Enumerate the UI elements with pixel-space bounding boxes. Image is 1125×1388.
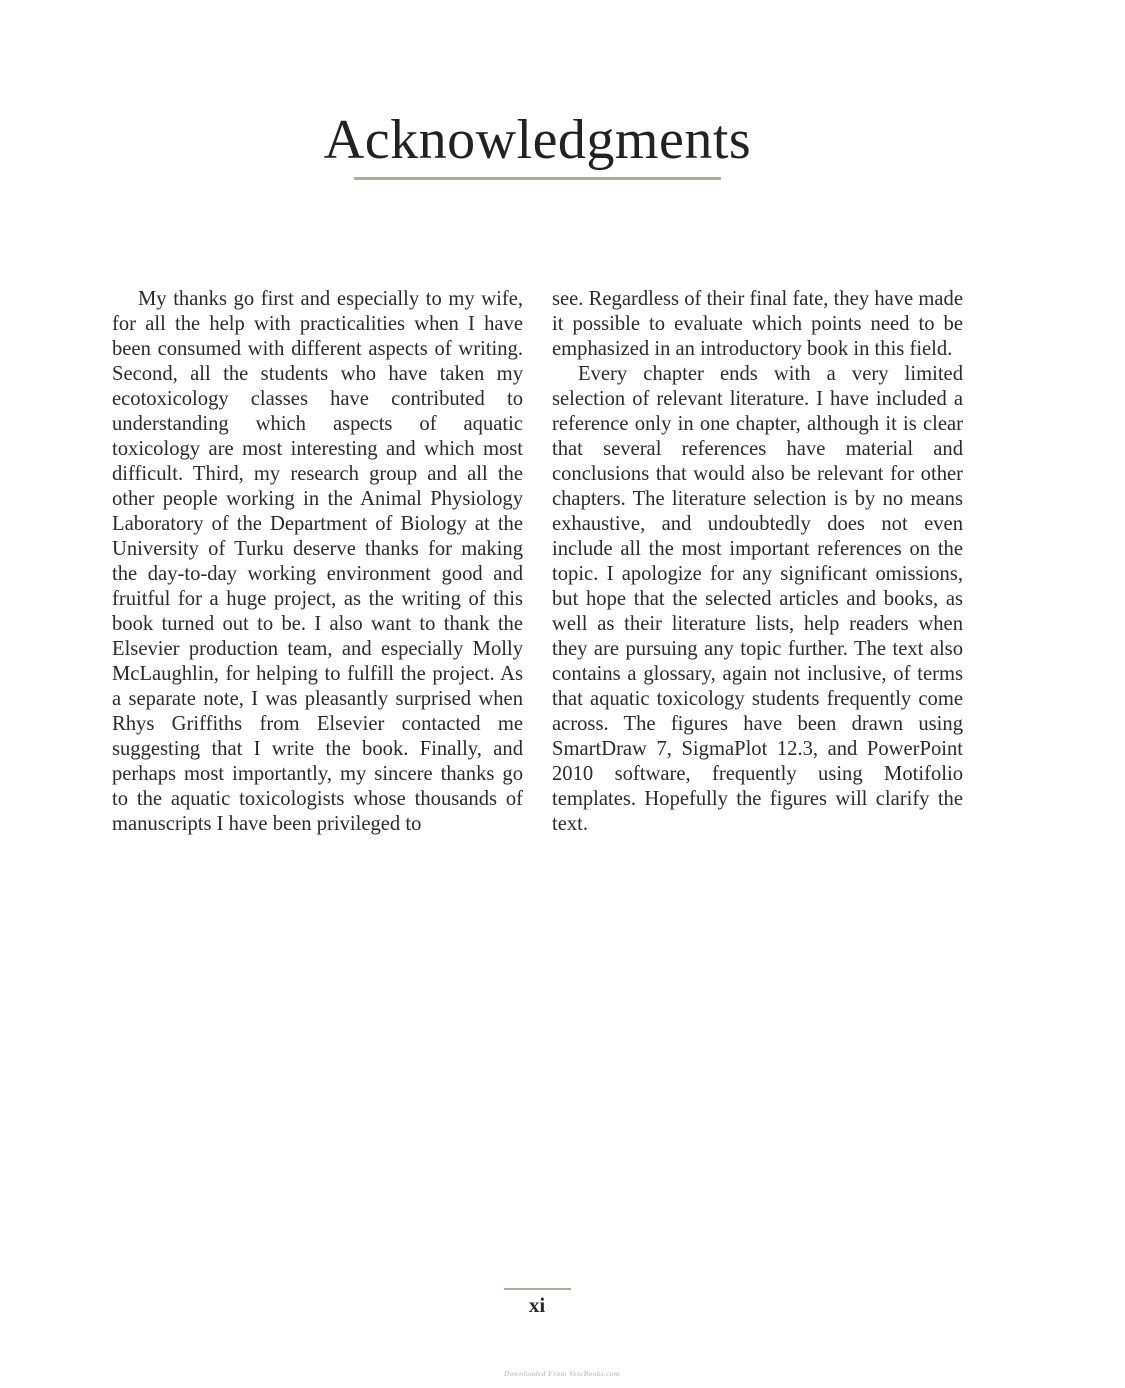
paragraph-2: Every chapter ends with a very limited selection of relevant literature. I have included a reference only in one chapter, although it is clear that several references have material and conclusions that would also be relevant for other chapters. The literature selection is by no means exhaustive, and undoubtedly does not even include all the most important references on the topic. I apologize for any significant omissions, but hope that the selected articles and books, as well as their literature lists, help readers when they are pursuing any topic further. The text also contains a glossary, again not inclusive, of terms that aquatic toxicology students frequently come across. The figures have been drawn using SmartDraw 7, SigmaPlot 12.3, and PowerPoint 2010 software, frequently using Motifolio templates. Hopefully the figures will clarify the text. — [552, 363, 963, 835]
page-number-rule — [504, 1288, 571, 1290]
title-underline — [354, 177, 721, 180]
paragraph-1: My thanks go first and especially to my wife, for all the help with practicalities when I have been consumed with different aspects of writing. Second, all the students who have taken my ecotoxicology classes have contributed to understanding which aspects of aquatic toxicology are most interesting and which most difficult. Third, my research group and all the other people working in the Animal Physiology Laboratory of the Department of Biology at the University of Turku deserve thanks for making the day-to-day working environment good and fruitful for a huge project, as the writing of this book turned out to be. I also want to thank the Elsevier production team, and especially Molly McLaughlin, for helping to fulfill the project. As a separate note, I was pleasantly surprised when Rhys Griffiths from Elsevier contacted me suggesting that I write the book. Finally, and perhaps most importantly, my sincere thanks go to the aquatic toxicologists whose thousands of manuscripts I have been privileged to — [112, 288, 523, 835]
page-title: Acknowledgments — [323, 109, 752, 171]
left-text-column — [112, 287, 523, 837]
paragraph-1-continued: see. Regardless of their final fate, they have made it possible to evaluate which points need to be emphasized in an introductory book in this field. — [552, 288, 963, 360]
download-watermark: Downloaded From VetoBooks.com — [504, 1369, 620, 1378]
page-number: xi — [528, 1293, 546, 1317]
right-text-column — [552, 287, 963, 837]
